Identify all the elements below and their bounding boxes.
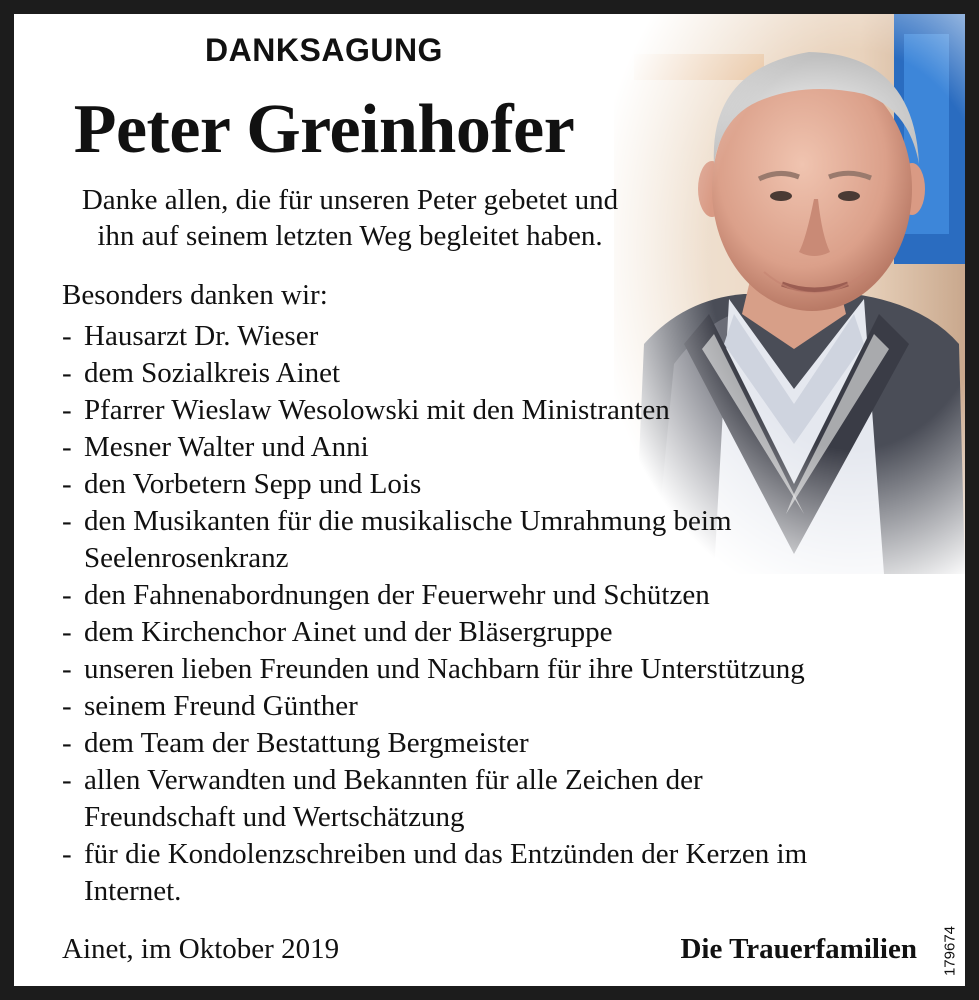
list-item <box>62 651 942 688</box>
list-item-text: Hausarzt Dr. Wieser <box>84 320 319 352</box>
list-item-text: unseren lieben Freunden und Nachbarn für ihre Unterstützung <box>84 653 805 685</box>
intro-text <box>14 182 686 254</box>
list-item-text: seinem Freund Günther <box>84 690 358 722</box>
list-item <box>62 392 942 429</box>
list-dash: - <box>62 431 72 463</box>
thanks-list <box>62 318 942 910</box>
signature: Die Trauerfamilien <box>680 933 917 965</box>
list-item-text: für die Kondolenzschreiben und das Entzünden der Kerzen im Internet. <box>84 838 808 907</box>
list-dash: - <box>62 764 72 796</box>
place-date: Ainet, im Oktober 2019 <box>62 933 340 965</box>
thanks-lead: Besonders danken wir: <box>62 279 328 311</box>
intro-line: Danke allen, die für unseren Peter gebetet und <box>81 184 619 216</box>
list-item <box>62 762 784 836</box>
list-item <box>62 355 942 392</box>
list-dash: - <box>62 653 72 685</box>
list-item-text: Pfarrer Wieslaw Wesolowski mit den Ministranten <box>84 394 670 426</box>
ad-code-text: 179674 <box>941 925 959 977</box>
deceased-name: Peter Greinhofer <box>73 91 575 168</box>
intro-line: ihn auf seinem letzten Weg begleitet haben. <box>97 220 603 252</box>
list-item-text: dem Team der Bestattung Bergmeister <box>84 727 529 759</box>
list-item-text: den Musikanten für die musikalische Umrahmung beim Seelenrosenkranz <box>84 505 732 574</box>
list-item-text: dem Kirchenchor Ainet und der Bläsergruppe <box>84 616 613 648</box>
list-item <box>62 614 942 651</box>
list-item-text: den Vorbetern Sepp und Lois <box>84 468 422 500</box>
obituary-card <box>14 14 965 986</box>
list-item <box>62 836 899 910</box>
list-item <box>62 688 942 725</box>
list-dash: - <box>62 838 72 870</box>
heading-danksagung: DANKSAGUNG <box>205 32 443 68</box>
list-item-text: dem Sozialkreis Ainet <box>84 357 341 389</box>
list-dash: - <box>62 394 72 426</box>
list-dash: - <box>62 690 72 722</box>
ad-code <box>939 916 961 986</box>
list-item <box>62 577 942 614</box>
list-dash: - <box>62 579 72 611</box>
list-dash: - <box>62 468 72 500</box>
list-item-text: allen Verwandten und Bekannten für alle Zeichen der Freundschaft und Wertschätzung <box>84 764 703 833</box>
list-item-text: Mesner Walter und Anni <box>84 431 369 463</box>
list-dash: - <box>62 727 72 759</box>
list-item <box>62 503 809 577</box>
list-item-text: den Fahnenabordnungen der Feuerwehr und Schützen <box>84 579 710 611</box>
list-item <box>62 429 942 466</box>
list-item <box>62 466 942 503</box>
list-dash: - <box>62 616 72 648</box>
list-dash: - <box>62 357 72 389</box>
list-dash: - <box>62 505 72 537</box>
list-item <box>62 318 942 355</box>
list-dash: - <box>62 320 72 352</box>
list-item <box>62 725 942 762</box>
